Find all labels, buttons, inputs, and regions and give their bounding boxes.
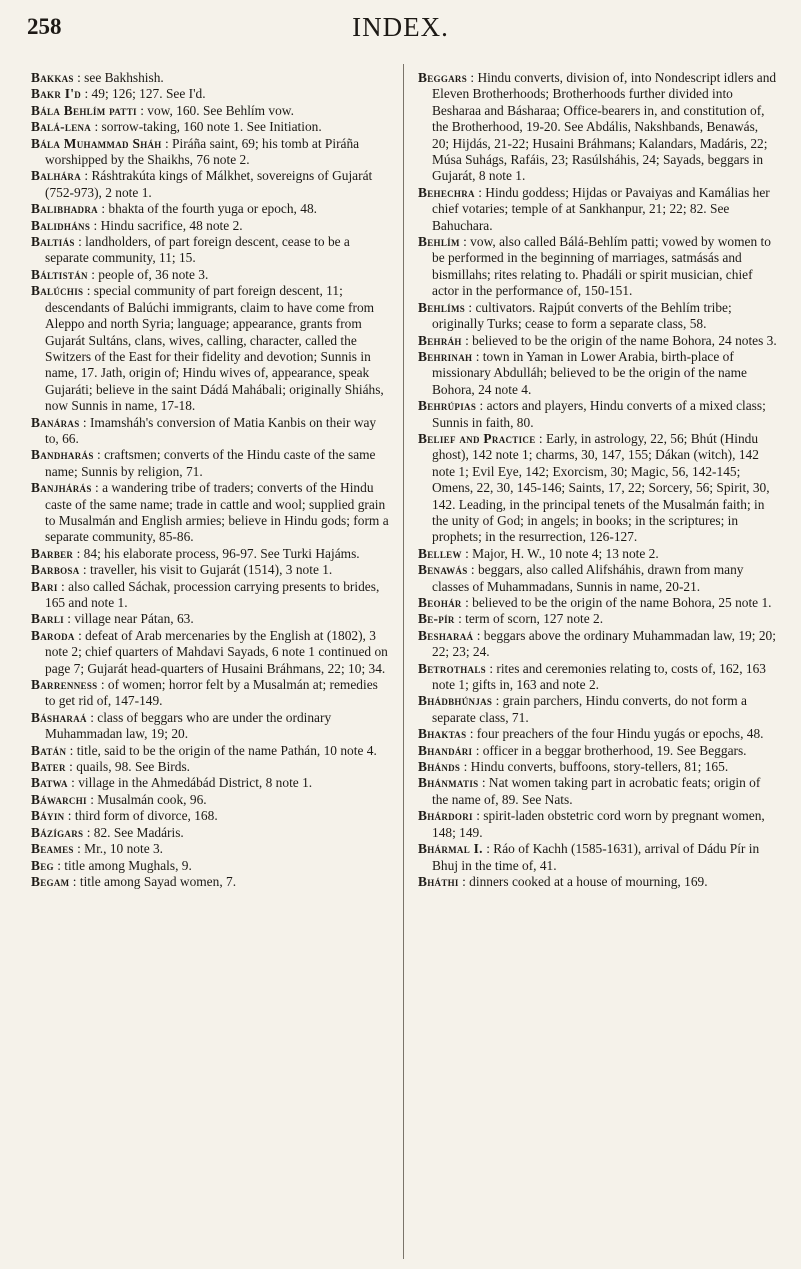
- index-headword: Beggars: [418, 70, 468, 85]
- index-references: : Musalmán cook, 96.: [90, 791, 207, 807]
- index-entry: [31, 119, 391, 135]
- index-headword: Bari: [31, 578, 58, 594]
- index-references: : title among Mughals, 9.: [57, 857, 192, 873]
- index-headword: Barbosa: [31, 562, 80, 578]
- index-references: : Hindu sacrifice, 48 note 2.: [93, 217, 243, 233]
- index-headword: Bháthi: [418, 873, 459, 889]
- index-entry: [31, 841, 391, 857]
- index-headword: Balhára: [31, 168, 82, 184]
- index-entry: [418, 841, 778, 874]
- index-references: : village near Pátan, 63.: [67, 611, 194, 627]
- index-entry: [31, 579, 391, 612]
- index-entry: [418, 874, 778, 890]
- index-references: : traveller, his visit to Gujarát (1514), 3 note 1.: [82, 562, 333, 578]
- index-headword: Behrúpias: [418, 398, 477, 414]
- index-references: : beggars, also called Alifsháhis, drawn from many classes of Muhammadans, Sunnis in name, 20-21.: [432, 562, 744, 594]
- index-references: : spirit-laden obstetric cord worn by pregnant women, 148; 149.: [432, 808, 765, 840]
- index-references: : class of beggars who are under the ordinary Muhammadan law, 19; 20.: [45, 709, 332, 742]
- index-references: : actors and players, Hindu converts of a mixed class; Sunnis in faith, 80.: [432, 398, 766, 430]
- index-headword: Bhárdori: [418, 808, 473, 824]
- index-column-left: [31, 70, 391, 1260]
- index-references: : quails, 98. See Birds.: [69, 759, 191, 775]
- index-references: : beggars above the ordinary Muhammadan law, 19; 20; 22; 23; 24.: [432, 627, 776, 660]
- index-headword: Beg: [31, 857, 54, 873]
- index-headword: Behlíms: [418, 299, 466, 315]
- index-entry: [418, 300, 778, 333]
- index-entry: [31, 480, 391, 546]
- index-references: : cultivators. Rajpút converts of the Behlím tribe; originally Turks; cease to form a separate class, 58.: [432, 299, 732, 332]
- index-headword: Bater: [31, 759, 66, 775]
- index-entry: [31, 546, 391, 562]
- index-headword: Báwarchi: [31, 791, 87, 807]
- index-references: : special community of part foreign descent, 11; descendants of Balúchi immigrants, claim to have come from Aleppo and north Syria; language; appearance, grants from Gujarát Sultáns, clans, wives, calling, character, called the Switzers of the East for their fidelity and devotion; Sunnis in name, 17. Jath, origin of; Hindu wives of, appearance, speak Gujaráti; believe in the saint Dádá Mahábali; originally Shiáhs, now Sunnis in name, 17-18.: [45, 283, 384, 414]
- index-references: : title, said to be the origin of the name Pathán, 10 note 4.: [69, 742, 377, 758]
- index-entry: [31, 168, 391, 201]
- index-references: : 49; 126; 127. See I'd.: [84, 86, 206, 102]
- index-entry: [418, 70, 778, 185]
- index-headword: Bhármal I.: [418, 841, 483, 857]
- index-references: : third form of divorce, 168.: [67, 808, 218, 824]
- index-headword: Balúchis: [31, 283, 84, 299]
- index-headword: Baltiás: [31, 234, 75, 250]
- index-references: : term of scorn, 127 note 2.: [458, 611, 604, 627]
- index-headword: Balibhadra: [31, 201, 98, 217]
- index-headword: Bandharás: [31, 447, 94, 463]
- index-headword: Bhánmatis: [418, 775, 479, 791]
- index-entry: [418, 431, 778, 546]
- index-entry: [418, 333, 778, 349]
- index-entry: [418, 546, 778, 562]
- index-entry: [418, 611, 778, 627]
- index-headword: Besharaá: [418, 627, 474, 643]
- page-number: 258: [27, 14, 62, 39]
- index-references: : Hindu goddess; Hijdas or Pavaiyas and Kamálias her chief votaries; temple of at Sankhanpur, 21; 22; 82. See Bahuchara.: [432, 184, 770, 233]
- index-references: : landholders, of part foreign descent, cease to be a separate community, 11; 15.: [45, 234, 350, 266]
- index-references: : dinners cooked at a house of mourning, 169.: [462, 873, 708, 889]
- index-headword: Bakr I'd: [31, 86, 82, 102]
- index-entry: [31, 447, 391, 480]
- index-entry: [31, 759, 391, 775]
- index-headword: Barber: [31, 545, 74, 561]
- column-divider: [403, 64, 404, 1259]
- index-entry: [31, 562, 391, 578]
- index-headword: Batwa: [31, 775, 68, 791]
- index-entry: [418, 562, 778, 595]
- index-headword: Behráh: [418, 332, 462, 348]
- index-headword: Bellew: [418, 545, 462, 561]
- index-references: : 82. See Madáris.: [86, 824, 184, 840]
- index-headword: Benawás: [418, 562, 468, 578]
- index-headword: Básharaá: [31, 709, 87, 725]
- index-entry: [31, 677, 391, 710]
- index-entry: [31, 874, 391, 890]
- index-references: : vow, also called Bálá-Behlím patti; vowed by women to be performed in the beginning of marriages, satmásás and bismillahs; rites relating to. Phadáli or spirit musician, chief actor in the performance of, 150-151.: [432, 234, 771, 299]
- index-references: : Hindu converts, buffoons, story-tellers, 81; 165.: [463, 759, 729, 775]
- index-headword: Balidháns: [31, 217, 91, 233]
- index-headword: Báltistán: [31, 266, 88, 282]
- index-headword: Behechra: [418, 184, 475, 200]
- index-headword: Barli: [31, 611, 64, 627]
- index-references: : bhakta of the fourth yuga or epoch, 48.: [101, 201, 317, 217]
- index-headword: Bhaktas: [418, 726, 467, 742]
- index-entry: [418, 759, 778, 775]
- index-headword: Begam: [31, 873, 70, 889]
- index-headword: Behlím: [418, 234, 460, 250]
- index-references: : officer in a beggar brotherhood, 19. See Beggars.: [475, 742, 747, 758]
- index-references: : four preachers of the four Hindu yugás or epochs, 48.: [469, 726, 764, 742]
- index-entry: [31, 267, 391, 283]
- index-entry: [418, 661, 778, 694]
- index-entry: [31, 775, 391, 791]
- index-headword: Bakkas: [31, 70, 74, 85]
- index-entry: [31, 611, 391, 627]
- index-entry: [31, 710, 391, 743]
- index-column-right: [418, 70, 778, 1260]
- index-references: : see Bakhshish.: [77, 70, 164, 85]
- index-entry: [418, 693, 778, 726]
- index-references: : of women; horror felt by a Musalmán at; remedies to get rid of, 147-149.: [45, 677, 378, 709]
- index-headword: Behrinah: [418, 348, 473, 364]
- index-entry: [31, 234, 391, 267]
- index-entry: [418, 595, 778, 611]
- index-entry: [418, 234, 778, 300]
- index-entry: [31, 201, 391, 217]
- index-headword: Batán: [31, 742, 67, 758]
- index-headword: Bhádbhúnjas: [418, 693, 493, 709]
- index-references: : Nat women taking part in acrobatic feats; origin of the name of, 89. See Nats.: [432, 775, 761, 807]
- index-entry: [31, 825, 391, 841]
- index-references: : Imamsháh's conversion of Matia Kanbis on their way to, 66.: [45, 414, 377, 446]
- index-headword: Bhandári: [418, 742, 473, 758]
- index-entry: [31, 792, 391, 808]
- index-entry: [31, 86, 391, 102]
- index-entry: [418, 398, 778, 431]
- index-entry: [418, 808, 778, 841]
- index-references: : village in the Ahmedábád District, 8 note 1.: [71, 775, 313, 791]
- index-references: : believed to be the origin of the name Bohora, 24 notes 3.: [465, 332, 777, 348]
- index-entry: [418, 726, 778, 742]
- index-headword: Belief and Practice: [418, 430, 536, 446]
- index-entry: [31, 103, 391, 119]
- index-entry: [31, 743, 391, 759]
- index-entry: [31, 858, 391, 874]
- index-headword: Banáras: [31, 414, 80, 430]
- index-references: : rites and ceremonies relating to, costs of, 162, 163 note 1; gifts in, 163 and note 2.: [432, 660, 766, 693]
- page-title: INDEX.: [352, 12, 449, 42]
- index-entry: [31, 415, 391, 448]
- page-header: [0, 0, 801, 60]
- index-references: : people of, 36 note 3.: [91, 266, 209, 282]
- index-entry: [31, 218, 391, 234]
- index-headword: Bázígars: [31, 824, 84, 840]
- index-references: : craftsmen; converts of the Hindu caste of the same name; Sunnis by religion, 71.: [45, 447, 376, 479]
- index-headword: Banjhárás: [31, 480, 92, 496]
- index-headword: Beohár: [418, 595, 462, 610]
- index-headword: Baroda: [31, 627, 75, 643]
- index-references: : Ráo of Kachh (1585-1631), arrival of Dádu Pír in Bhuj in the time of, 41.: [432, 841, 760, 873]
- index-headword: Barrenness: [31, 677, 98, 693]
- index-headword: Be-pír: [418, 611, 455, 627]
- index-references: : defeat of Arab mercenaries by the English at (1802), 3 note 2; chief quarters of Mahdavi Sayads, 6 note 1 continued on page 7; Gujarát head-quarters of Husaini Bráhmans, 22; 10; 34.: [45, 627, 388, 676]
- index-entry: [418, 349, 778, 398]
- index-references: : Major, H. W., 10 note 4; 13 note 2.: [465, 545, 659, 561]
- index-references: : title among Sayad women, 7.: [72, 873, 237, 889]
- index-references: : grain parchers, Hindu converts, do not form a separate class, 71.: [432, 693, 747, 725]
- index-references: : Piráña saint, 69; his tomb at Piráña worshipped by the Shaikhs, 76 note 2.: [45, 135, 360, 168]
- index-headword: Beames: [31, 841, 74, 857]
- index-entry: [31, 70, 391, 86]
- index-headword: Báyin: [31, 808, 65, 824]
- index-entry: [31, 808, 391, 824]
- index-references: : sorrow-taking, 160 note 1. See Initiation.: [94, 119, 322, 135]
- index-entry: [31, 628, 391, 677]
- index-entry: [418, 628, 778, 661]
- index-headword: Bála Behlím patti: [31, 102, 137, 118]
- index-references: : a wandering tribe of traders; converts of the Hindu caste of the same name; trade in cattle and wool; supplied grain to Musalmán and English armies; believe in Hindu gods; form a separate community, 85-86.: [45, 480, 389, 545]
- index-references: : Hindu converts, division of, into Nondescript idlers and Eleven Brotherhoods; Brotherhoods further divided into Besharaa and Básharaa; Office-bearers in, and constitution of, the Brotherhood, 19-20. See Abdális, Nakshbands, Benawás, 20; Hijdás, 21-22; Husaini Bráhmans; Kalandars, Madáris, 22; Músa Suhágs, Rafáis, 23; Rasúlsháhis, 24; Sayads, beggars in Gujarát, 8 note 1.: [432, 70, 777, 184]
- index-references: : Early, in astrology, 22, 56; Bhút (Hindu ghost), 142 note 1; charms, 30, 147, 155; Dákan (witch), 142 note 1; Evil Eye, 142; Exorcism, 30; Magic, 56, 142-145; Omens, 22, 30, 145-146; Saints, 17, 22; Sorcery, 56; Spirit, 30, 142. Leading, in the principal tenets of the Musalmán faith; in the unity of God; in angels; in books; in the scriptures; in prophets; in the resurrection, 126-127.: [432, 430, 770, 545]
- index-references: : believed to be the origin of the name Bohora, 25 note 1.: [465, 595, 772, 610]
- index-references: : also called Sáchak, procession carrying presents to brides, 165 and note 1.: [45, 578, 380, 610]
- index-entry: [418, 185, 778, 234]
- index-entry: [31, 136, 391, 169]
- index-references: : Mr., 10 note 3.: [77, 841, 164, 857]
- index-entry: [418, 743, 778, 759]
- index-references: : 84; his elaborate process, 96-97. See Turki Hajáms.: [76, 545, 360, 561]
- index-references: : Ráshtrakúta kings of Málkhet, sovereigns of Gujarát (752-973), 2 note 1.: [45, 168, 373, 200]
- index-entry: [31, 283, 391, 414]
- index-entry: [418, 775, 778, 808]
- index-headword: Bála Muhammad Sháh: [31, 135, 162, 151]
- index-headword: Betrothals: [418, 660, 486, 676]
- index-headword: Balá-lena: [31, 119, 92, 135]
- index-references: : town in Yaman in Lower Arabia, birth-place of missionary Abdulláh; believed to be the origin of the name Bohora, 24 note 4.: [432, 348, 747, 397]
- index-headword: Bhánds: [418, 759, 461, 775]
- index-references: : vow, 160. See Behlím vow.: [140, 102, 294, 118]
